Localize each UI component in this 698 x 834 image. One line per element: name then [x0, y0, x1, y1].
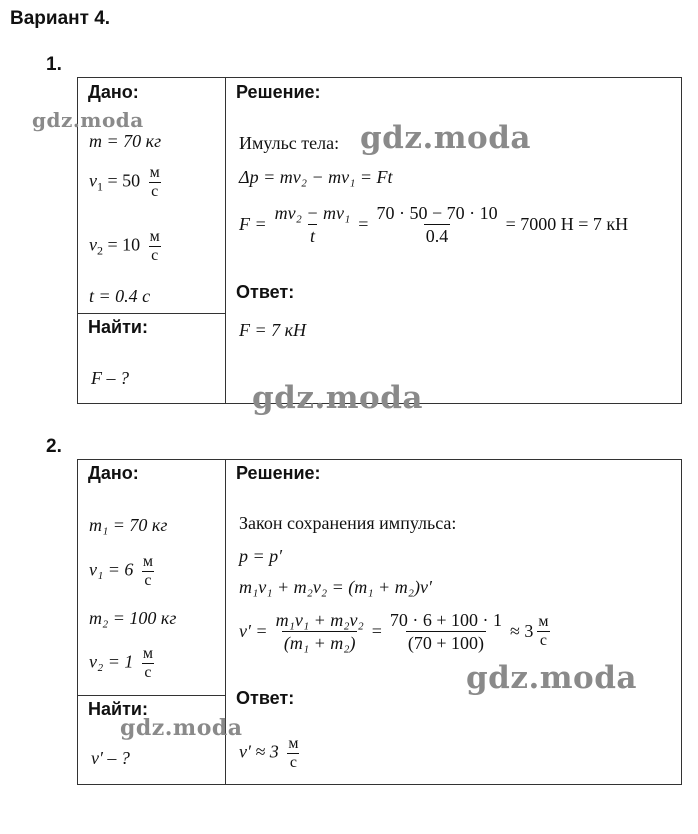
watermark: gdz.moda	[120, 715, 243, 741]
problem-1-answer: F = 7 кН	[239, 320, 307, 340]
given-m1: m₁ = 70 кг	[89, 515, 168, 535]
solution-2-line2: p = p′	[239, 546, 283, 566]
given-v2: v₂ = 1 м с	[89, 645, 154, 681]
problem-2-answer-header: Ответ:	[236, 688, 295, 708]
page-title: Вариант 4.	[10, 8, 111, 29]
solution-1-line2: Δp = mv₂ − mv₁ = Ft	[239, 167, 393, 187]
watermark: gdz.moda	[466, 660, 637, 696]
problem-2-given-header: Дано:	[88, 463, 139, 483]
solution-1-formula: F = $\frac{\text{mv₂ − mv₁}}{t}$ = $\frac{70 \cdot 50 - 70 \cdot 10}{0.4}$ = 7000 Н = 7 кН	[239, 203, 629, 246]
problem-2-number: 2.	[46, 436, 62, 457]
problem-1-answer-header: Ответ:	[236, 282, 295, 302]
problem-1-given-header: Дано:	[88, 82, 139, 102]
problem-2-find-header: Найти:	[88, 699, 148, 719]
watermark: gdz.moda	[252, 380, 423, 416]
problem-1-find-header: Найти:	[88, 317, 148, 337]
watermark: gdz.moda	[360, 120, 531, 156]
solution-2-formula: v′ = $\frac{\text{m₁v₁ + m₂v₂}}{\text{(m₁ + m₂)}}$ = $\frac{70 \cdot 6 + 100 \cdot 1}{(70 + 100)}$ ≈ 3 м с	[239, 610, 549, 653]
problem-1-divider-vertical	[225, 77, 226, 404]
given-v2: $v_2 = 10$ м с	[89, 228, 160, 264]
given-v1: v₁ = 6 м с	[89, 553, 154, 589]
problem-1-number: 1.	[46, 54, 62, 75]
problem-2-solution-header: Решение:	[236, 463, 321, 483]
problem-2-find: v′ – ?	[91, 748, 130, 768]
solution-1-line1: Имульс тела:	[239, 133, 340, 153]
solution-2-line3: m₁v₁ + m₂v₂ = (m₁ + m₂)v′	[239, 577, 432, 597]
watermark: gdz.moda	[32, 108, 144, 132]
problem-1-divider-horizontal	[77, 313, 226, 314]
problem-1-find: F – ?	[91, 368, 129, 388]
given-time: t = 0.4 с	[89, 286, 151, 306]
given-m2: m₂ = 100 кг	[89, 608, 177, 628]
problem-1-solution-header: Решение:	[236, 82, 321, 102]
problem-2-answer: v′ ≈ 3 м с	[239, 735, 299, 771]
solution-2-line1: Закон сохранения импульса:	[239, 513, 457, 533]
given-v1: $v_1 = 50$ м с	[89, 164, 160, 200]
problem-2-divider-horizontal	[77, 695, 226, 696]
given-mass: m = 70 кг	[89, 131, 162, 151]
